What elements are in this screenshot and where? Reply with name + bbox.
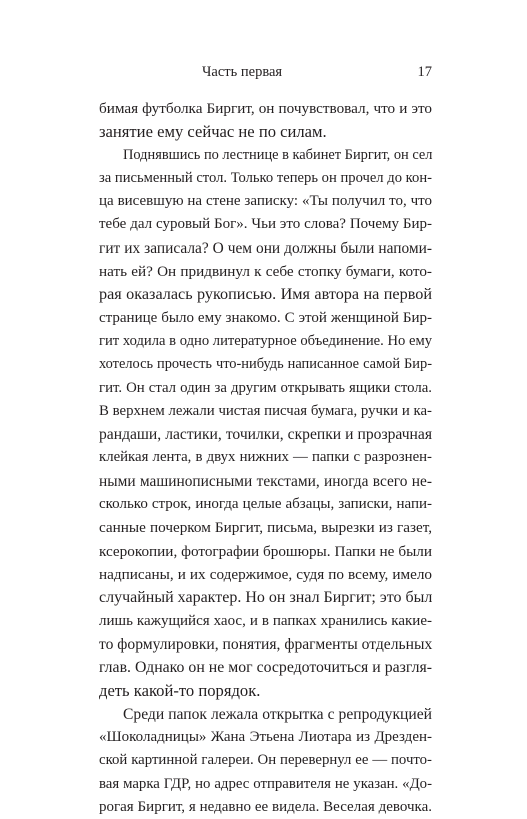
text-line: ской картинной галереи. Он перевернул ее — почто- [99, 752, 432, 769]
text-line: ными машинописными текстами, иногда всего не- [99, 472, 432, 490]
text-line: В верхнем лежали чистая писчая бумага, ручки и ка- [99, 402, 432, 419]
text-line: за письменный стол. Только теперь он прочел до кон- [99, 169, 432, 186]
page-header [99, 61, 432, 83]
text-line: случайный характер. Но он знал Биргит; это был [99, 589, 433, 607]
text-line: странице было ему знакомо. С этой женщиной Бир- [99, 309, 432, 326]
text-line: гит ходила в одно литературное объединение. Но ему [99, 332, 432, 349]
text-line: бимая футболка Биргит, он почувствовал, что и это [99, 100, 432, 117]
text-line: рогая Биргит, я недавно ее видела. Веселая девочка. [99, 798, 432, 815]
text-line: ксерокопии, фотографии брошюры. Папки не были [99, 542, 432, 560]
text-line: нать ей? Он придвинул к себе стопку бумаги, кото- [99, 263, 432, 281]
text-line: вая марка ГДР, но адрес отправителя не указан. «До- [99, 775, 432, 792]
page-number: 17 [417, 64, 432, 80]
text-line: ца висевшую на стене записку: «Ты получил то, что [99, 193, 432, 210]
text-line: лишь кажущийся хаос, и в папках хранились какие- [99, 612, 432, 629]
text-line: сколько строк, иногда целые абзацы, записки, напи- [99, 496, 432, 513]
text-line: клейкая лента, в двух нижних — папки с разрознен- [99, 449, 432, 466]
body-text [99, 97, 432, 819]
text-line: деть какой-то порядок. [99, 681, 261, 701]
text-line: санные почерком Биргит, письма, вырезки из газет, [99, 519, 432, 537]
text-line: Среди папок лежала открытка с репродукцией [123, 705, 432, 723]
text-line: глав. Однако он не мог сосредоточиться и разгля- [99, 659, 432, 677]
text-line: рандаши, ластики, точилки, скрепки и прозрачная [99, 426, 432, 444]
text-line: гит. Он стал один за другим открывать ящики стола. [99, 379, 432, 396]
text-line: «Шоколадницы» Жана Этьена Лиотара из Дрезден- [99, 729, 432, 746]
text-line: занятие ему сейчас не по силам. [99, 122, 327, 142]
text-line: гит их записала? О чем они должны были напоми- [99, 239, 432, 257]
text-line: Поднявшись по лестнице в кабинет Биргит, он сел [123, 146, 433, 163]
text-line: тебе дал суровый Бог». Чьи это слова? Почему Бир- [99, 216, 432, 233]
text-line: рая оказалась рукописью. Имя автора на первой [99, 285, 432, 304]
text-line: надписаны, и их содержимое, судя по всему, имело [99, 565, 432, 583]
running-title: Часть первая [202, 64, 283, 80]
text-line: хотелось прочесть что-нибудь написанное самой Бир- [99, 356, 432, 373]
text-line: то формулировки, понятия, фрагменты отдельных [99, 635, 433, 653]
